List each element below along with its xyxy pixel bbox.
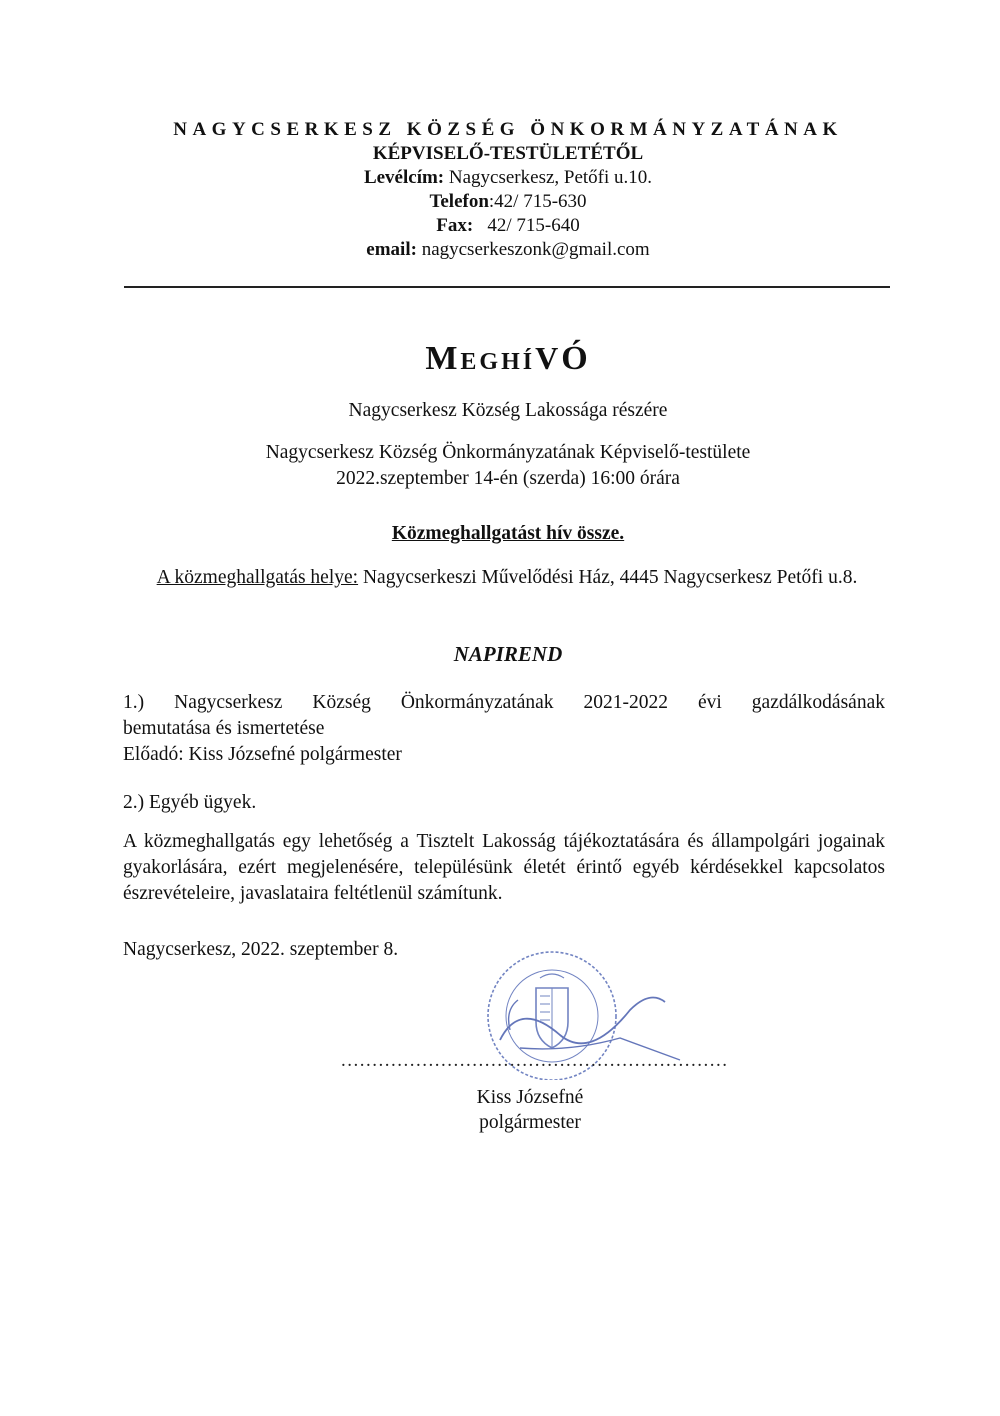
- signer-name: Kiss Józsefné: [476, 1087, 584, 1108]
- letterhead: [0, 118, 1000, 262]
- fax-row: [0, 214, 1000, 238]
- convene-statement: Közmeghallgatást hív össze.: [391, 523, 625, 544]
- phone-label: Telefon: [429, 191, 489, 212]
- letterhead-title: NAGYCSERKESZ KÖZSÉG ÖNKORMÁNYZATÁNAK: [173, 119, 843, 140]
- phone-row: [0, 190, 1000, 214]
- signer-title: polgármester: [479, 1112, 581, 1133]
- place-and-date: Nagycserkesz, 2022. szeptember 8.: [123, 939, 399, 960]
- agenda-item-2: 2.) Egyéb ügyek.: [123, 792, 257, 813]
- address-row: [0, 166, 1000, 190]
- venue: [124, 565, 890, 591]
- signature-line: ..............................................................: [341, 1050, 729, 1071]
- agenda-item-1: 1.) Nagycserkesz Község Önkormányzatának 2021-2022 évi gazdálkodásának: [123, 692, 885, 713]
- email-value: nagycserkeszonk@gmail.com: [416, 239, 650, 260]
- email-label: email:: [366, 239, 417, 260]
- addressee: Nagycserkesz Község Lakossága részére: [348, 400, 668, 421]
- header-divider: [124, 286, 890, 288]
- address-label: Levélcím:: [363, 167, 445, 188]
- agenda-item-1-continued: bemutatása és ismertetése: [123, 718, 325, 739]
- fax-label: Fax:: [436, 215, 474, 236]
- invitation-line-2: 2022.szeptember 14-én (szerda) 16:00 órára: [336, 468, 680, 489]
- agenda-item-1-presenter: Előadó: Kiss Józsefné polgármester: [123, 744, 402, 765]
- address-value: Nagycserkesz, Petőfi u.10.: [444, 167, 653, 188]
- agenda-heading: NAPIREND: [453, 642, 563, 666]
- venue-value: Nagycserkeszi Művelődési Ház, 4445 Nagycserkesz Petőfi u.8.: [358, 567, 858, 588]
- document-title: MEGHÍVÓ: [425, 340, 591, 377]
- phone-value: :42/ 715-630: [488, 191, 587, 212]
- body-paragraph: A közmeghallgatás egy lehetőség a Tisztelt Lakosság tájékoztatására és állampolgári jogainak gyakorlására, ezért megjelenésére, településünk életét érintő egyéb kérdésekkel kapcsolatos észrevételeire, javaslataira feltétlenül számítunk.: [123, 831, 885, 904]
- venue-label: A közmeghallgatás helye:: [156, 567, 359, 588]
- email-row: [0, 238, 1000, 262]
- letterhead-subtitle: KÉPVISELŐ-TESTÜLETÉTŐL: [372, 143, 644, 164]
- fax-value: 42/ 715-640: [473, 215, 580, 236]
- invitation-line-1: Nagycserkesz Község Önkormányzatának Képviselő-testülete: [265, 442, 751, 463]
